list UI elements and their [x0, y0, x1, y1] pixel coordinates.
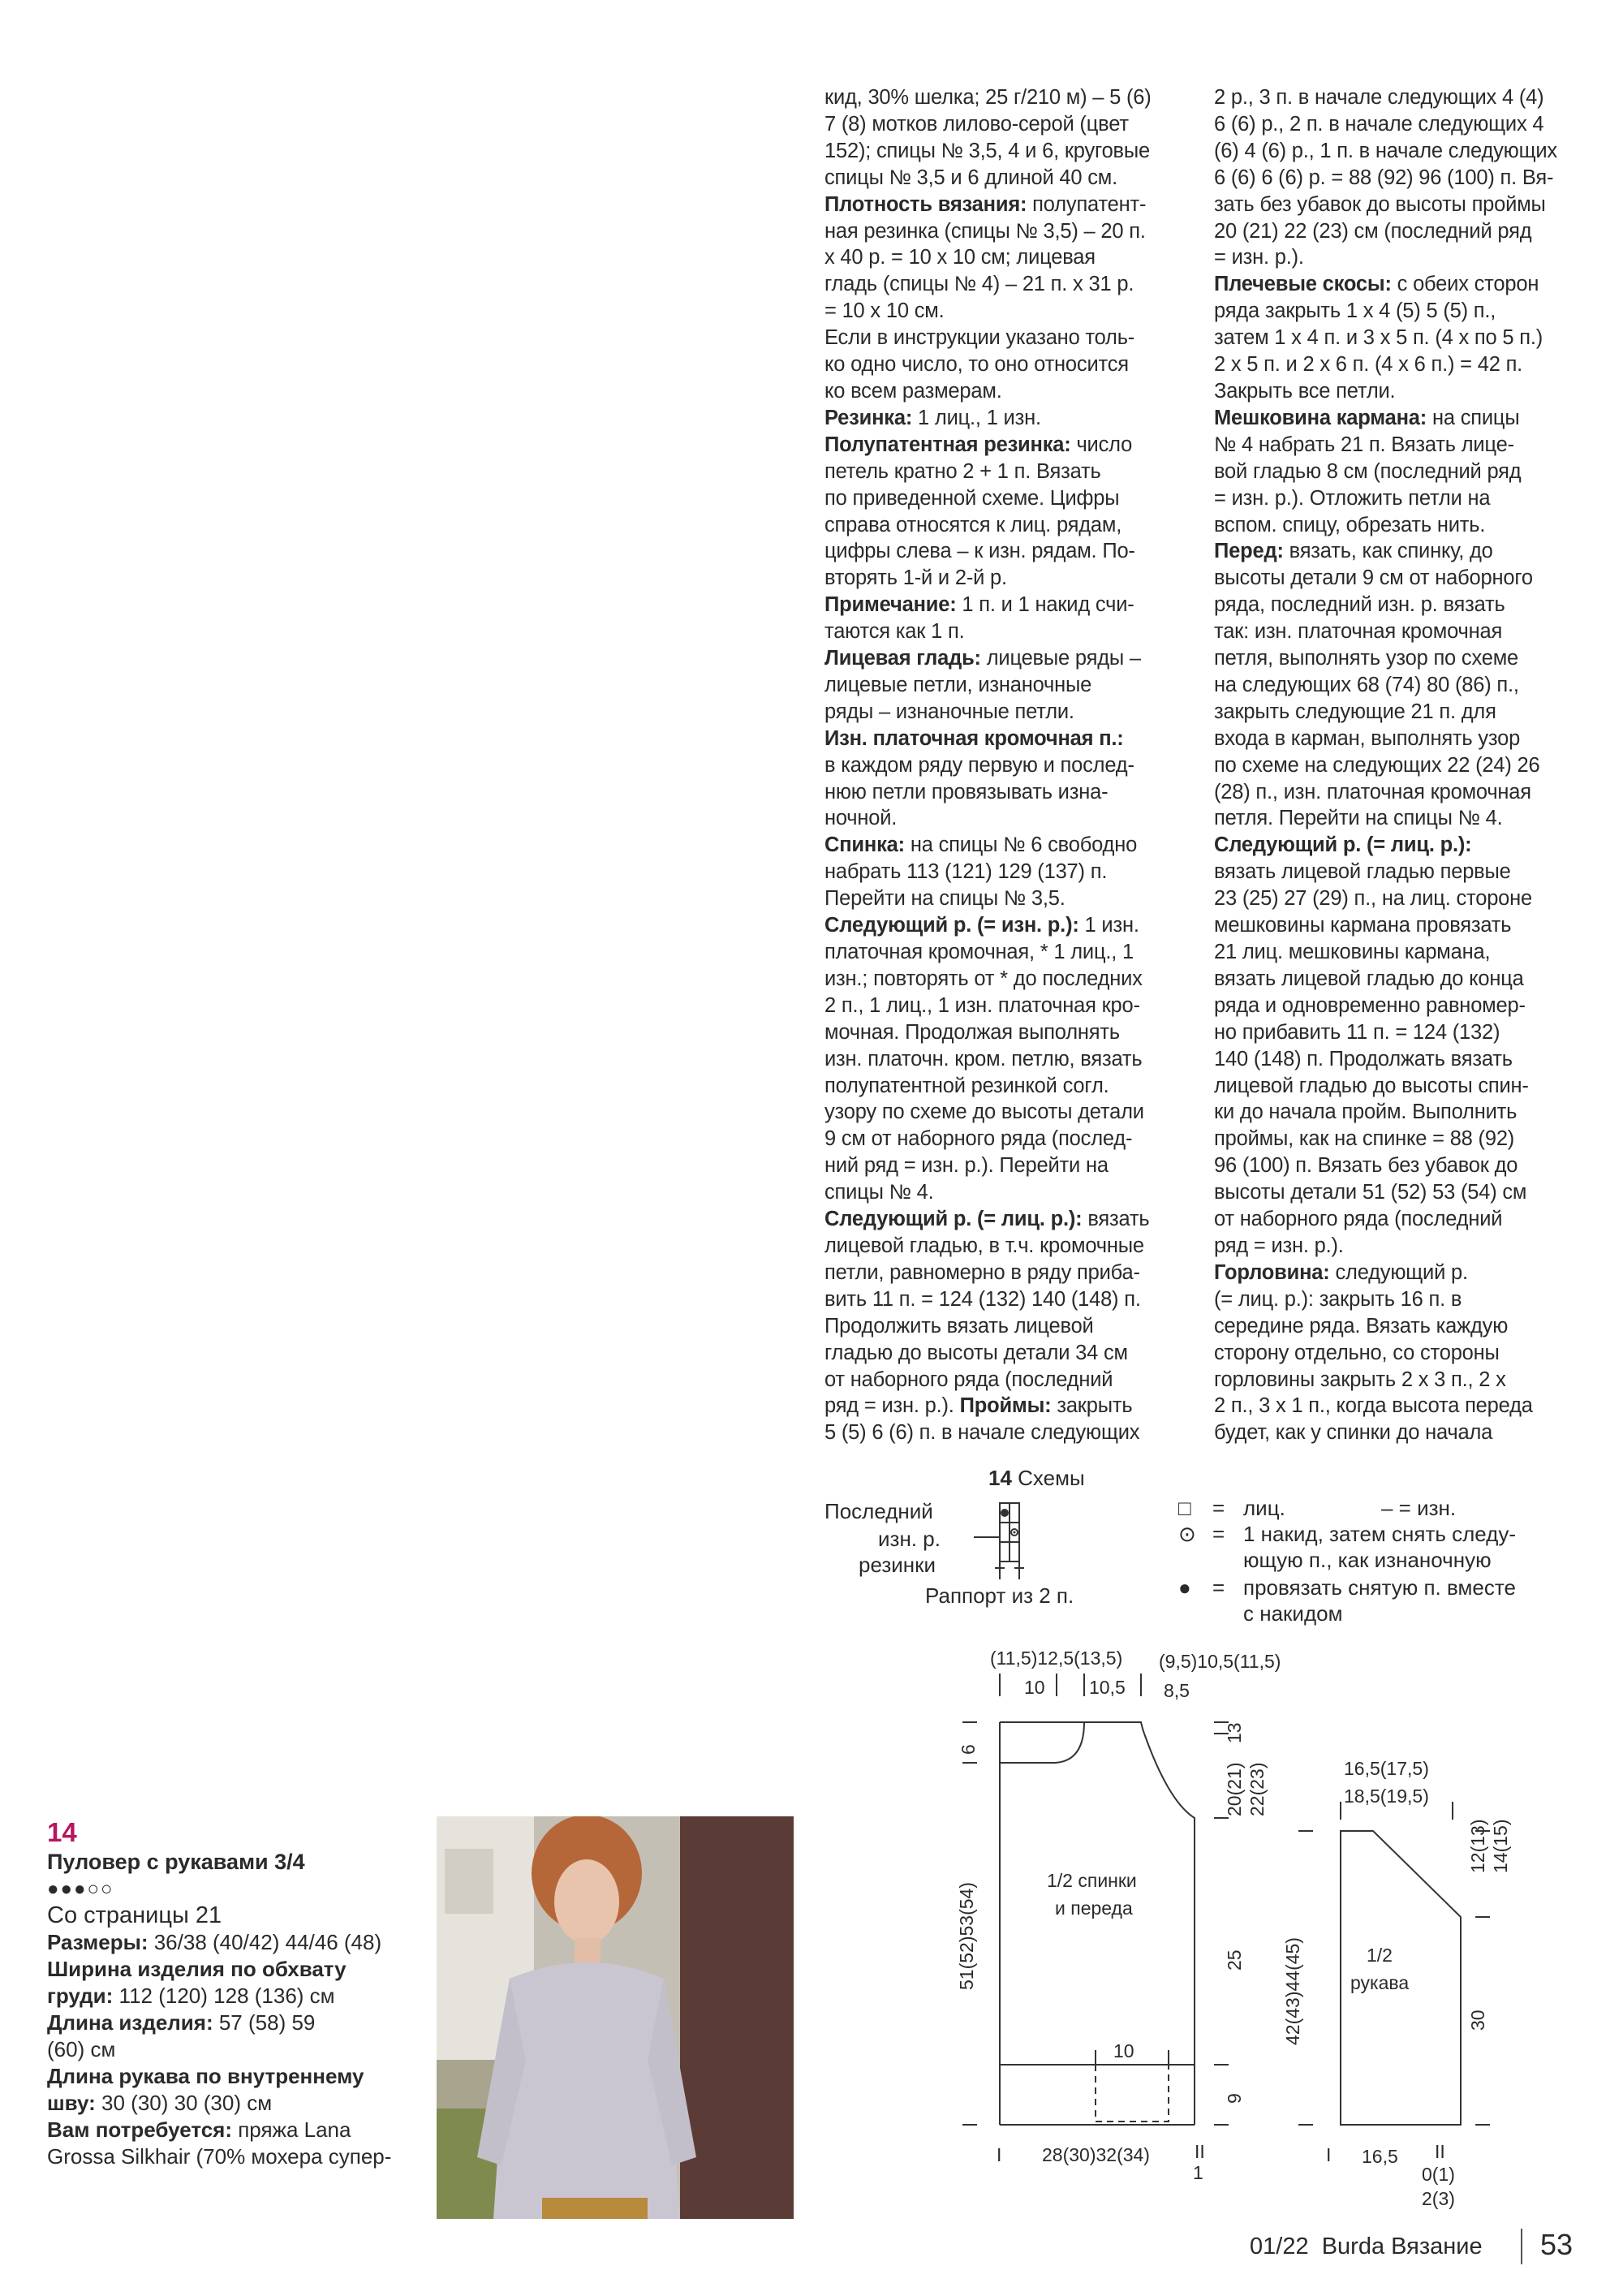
legend-symbol: □ [1178, 1496, 1191, 1520]
text-segment: вязать [1082, 1208, 1150, 1231]
text-line [47, 2063, 420, 2090]
text-segment: спицы № 3,5 и 6 длиной 40 см. [824, 166, 1117, 189]
photo-illustration [437, 1816, 794, 2219]
magazine-name: Burda Вязание [1321, 2234, 1483, 2259]
text-segment: Grossa Silkhair (70% мохера супер- [47, 2144, 392, 2169]
text-segment: петля. Перейти на спицы № 4. [1214, 807, 1503, 830]
text-segment: ко всем размерам. [824, 379, 1002, 403]
dim-sleeve-height: 42(43)44(45) [1282, 1937, 1303, 2045]
text-segment: на следующих 68 (74) 80 (86) п., [1214, 673, 1519, 696]
text-segment: 30 (30) 30 (30) см [95, 2091, 273, 2115]
dim-sleeve-cap-2: 14(15) [1490, 1819, 1511, 1873]
text-heading: Ширина изделия по обхвату [47, 1957, 347, 1981]
text-segment: будет, как у спинки до начала [1214, 1421, 1493, 1445]
dim-neck-height: 6 [958, 1744, 979, 1755]
text-segment: ки до начала пройм. Выполнить [1214, 1101, 1518, 1124]
model-photo [437, 1816, 794, 2219]
text-segment: вой гладью 8 см (последний ряд [1214, 459, 1522, 483]
mark-ii-body: II [1195, 2141, 1205, 2162]
text-segment: середине ряда. Вязать каждую [1214, 1314, 1509, 1338]
text-heading: Длина рукава по внутреннему [47, 2064, 364, 2088]
text-line [47, 2010, 420, 2036]
text-segment: ко одно число, то оно относится [824, 353, 1129, 377]
text-heading: Плотность вязания: [824, 192, 1027, 216]
text-segment: 6 (6) р., 2 п. в начале следующих 4 [1214, 112, 1544, 136]
dim-neck-width: 10 [1024, 1677, 1045, 1698]
text-segment: 1 изн. [1078, 914, 1139, 937]
text-segment: по приведенной схеме. Цифры [824, 486, 1120, 510]
text-segment: петли, равномерно в ряду приба- [824, 1260, 1140, 1284]
scheme-title: 14 Схемы [988, 1466, 1085, 1490]
text-segment: (6) 4 (6) р., 1 п. в начале следующих [1214, 139, 1557, 162]
text-segment: высоты детали 9 см от наборного [1214, 566, 1533, 590]
text-line [47, 2090, 420, 2117]
text-segment: вить 11 п. = 124 (132) 140 (148) п. [824, 1287, 1141, 1311]
chart-label-last-row: Последний [824, 1499, 933, 1523]
text-segment: так: изн. платочная кромочная [1214, 620, 1503, 644]
legend-equals: = [1212, 1522, 1225, 1546]
text-segment: 5 (5) 6 (6) п. в начале следующих [824, 1421, 1140, 1445]
text-heading: Следующий р. (= изн. р.): [824, 914, 1079, 937]
text-segment: входа в карман, выполнять узор [1214, 726, 1521, 750]
text-segment: лицевой гладью, в т.ч. кромочные [824, 1234, 1144, 1257]
text-line [47, 2036, 420, 2063]
text-segment: изн. платочн. кром. петлю, вязать [824, 1047, 1143, 1070]
text-segment: но прибавить 11 п. = 124 (132) [1214, 1020, 1500, 1044]
dim-mid-width: 10,5 [1089, 1677, 1126, 1698]
text-line [47, 1983, 420, 2010]
text-heading: Длина изделия: [47, 2010, 213, 2035]
text-segment: 57 (58) 59 [213, 2010, 316, 2035]
text-segment: с обеих сторон [1391, 273, 1539, 296]
text-segment: вязать лицевой гладью первые [1214, 860, 1511, 884]
text-line [47, 2143, 420, 2170]
text-segment: мешковины кармана провязать [1214, 914, 1512, 937]
text-segment: проймы, как на спинке = 88 (92) [1214, 1127, 1515, 1151]
text-segment: ная резинка (спицы № 3,5) – 20 п. [824, 219, 1146, 243]
legend-symbol: ● [1178, 1575, 1191, 1600]
issue-number: 01/22 [1250, 2234, 1309, 2259]
project-specs [47, 1929, 420, 2170]
text-heading: Горловина: [1214, 1260, 1330, 1284]
text-heading: Вам потребуется: [47, 2117, 232, 2142]
mark-i-body: I [997, 2144, 1002, 2165]
text-segment: изн.; повторять от * до последних [824, 967, 1143, 990]
text-heading: Следующий р. (= лиц. р.): [824, 1208, 1083, 1231]
text-segment: вспом. спицу, обрезать нить. [1214, 513, 1486, 536]
legend-text: ющую п., как изнаночную [1243, 1548, 1492, 1572]
dim-body-height: 51(52)53(54) [956, 1882, 977, 1990]
sleeve-label-1: 1/2 [1367, 1945, 1393, 1966]
text-heading: Полупатентная резинка: [824, 433, 1071, 456]
chart-rapport: Раппорт из 2 п. [925, 1583, 1074, 1608]
text-segment: от наборного ряда (последний [1214, 1208, 1503, 1231]
text-segment: (60) см [47, 2037, 116, 2061]
text-segment: полупатент- [1027, 192, 1147, 216]
text-segment: горловины закрыть 2 х 3 п., 2 х [1214, 1368, 1506, 1391]
dim-top-right: (9,5)10,5(11,5) [1159, 1651, 1281, 1672]
dim-side-height: 25 [1224, 1949, 1245, 1971]
text-heading: Примечание: [824, 593, 957, 617]
project-title: Пуловер с рукавами 3/4 [47, 1850, 305, 1874]
dim-pocket-width: 10 [1113, 2040, 1134, 2061]
text-heading: Размеры: [47, 1930, 149, 1954]
page-number: 53 [1540, 2228, 1573, 2261]
text-segment: ряд = изн. р.). [824, 1394, 960, 1418]
text-segment: сторону отдельно, со стороны [1214, 1341, 1500, 1364]
legend-equals: = [1212, 1496, 1225, 1520]
dim-sleeve-bottom: 16,5 [1362, 2146, 1398, 2167]
text-segment: вязать, как спинку, до [1283, 540, 1493, 563]
text-segment: узору по схеме до высоты детали [824, 1101, 1144, 1124]
legend-symbol: ⊙ [1178, 1522, 1196, 1546]
text-segment: таются как 1 п. [824, 620, 965, 644]
text-line [47, 2117, 420, 2143]
text-segment: гладь (спицы № 4) – 21 п. х 31 р. [824, 273, 1134, 296]
text-segment: спицы № 4. [824, 1181, 934, 1204]
text-segment: 2 х 5 п. и 2 х 6 п. (4 х 6 п.) = 42 п. [1214, 353, 1523, 377]
text-segment: Если в инструкции указано толь- [824, 326, 1135, 350]
text-segment: 36/38 (40/42) 44/46 (48) [148, 1930, 382, 1954]
text-segment: Продолжить вязать лицевой [824, 1314, 1094, 1338]
text-segment: Перейти на спицы № 3,5. [824, 887, 1065, 911]
text-heading: Лицевая гладь: [824, 647, 981, 670]
text-segment: 21 лиц. мешковины кармана, [1214, 941, 1491, 963]
chart-label-wrong-row: изн. р. [878, 1527, 941, 1551]
text-heading: Резинка: [824, 406, 913, 429]
text-segment: лицевые ряды – [980, 647, 1141, 670]
sleeve-label-2: рукава [1350, 1972, 1410, 1993]
text-segment: ряда закрыть 1 х 4 (5) 5 (5) п., [1214, 299, 1496, 323]
text-segment: гладью до высоты детали 34 см [824, 1341, 1128, 1364]
text-segment: ночной. [824, 807, 898, 830]
text-segment: пряжа Lana [232, 2117, 351, 2142]
text-segment: петля, выполнять узор по схеме [1214, 647, 1519, 670]
text-heading: шву: [47, 2091, 96, 2115]
footer-separator [1521, 2229, 1522, 2264]
dim-shoulder-height: 13 [1224, 1722, 1245, 1743]
dim-sleeve-lower: 30 [1467, 2010, 1488, 2031]
text-segment: = 10 х 10 см. [824, 299, 945, 323]
legend-text: 1 накид, затем снять следу- [1243, 1522, 1517, 1546]
text-segment: 7 (8) мотков лилово-серой (цвет [824, 112, 1129, 136]
page-footer [1250, 2234, 1483, 2260]
body-label-2: и переда [1055, 1898, 1133, 1919]
text-heading: Плечевые скосы: [1214, 273, 1392, 296]
text-heading: Следующий р. (= лиц. р.): [1214, 834, 1472, 857]
text-segment: следующий р. [1329, 1260, 1468, 1284]
text-heading: Мешковина кармана: [1214, 406, 1427, 429]
text-segment: число [1070, 433, 1133, 456]
text-segment: 2 п., 1 лиц., 1 изн. платочная кро- [824, 993, 1140, 1017]
text-segment: лицевые петли, изнаночные [824, 673, 1092, 696]
dim-sleeve-top-1: 16,5(17,5) [1344, 1758, 1429, 1779]
text-segment: кид, 30% шелка; 25 г/210 м) – 5 (6) [824, 86, 1152, 109]
text-segment: по схеме на следующих 22 (24) 26 [1214, 753, 1540, 777]
text-segment: на спицы № 6 свободно [904, 834, 1138, 857]
text-segment: от наборного ряда (последний [824, 1368, 1113, 1391]
body-label-1: 1/2 спинки [1047, 1870, 1137, 1891]
text-segment: Закрыть все петли. [1214, 379, 1396, 403]
legend-text: с накидом [1243, 1601, 1343, 1626]
text-segment: затем 1 х 4 п. и 3 х 5 п. (4 х по 5 п.) [1214, 326, 1543, 350]
text-segment: мочная. Продолжая выполнять [824, 1020, 1120, 1044]
text-segment: ний ряд = изн. р.). Перейти на [824, 1154, 1109, 1178]
text-segment: цифры слева – к изн. рядам. По- [824, 540, 1135, 563]
text-segment: 1 п. и 1 накид счи- [956, 593, 1134, 617]
text-segment: № 4 набрать 21 п. Вязать лице- [1214, 433, 1514, 456]
text-segment: на спицы [1427, 406, 1520, 429]
text-segment: вязать лицевой гладью до конца [1214, 967, 1524, 990]
text-segment: в каждом ряду первую и послед- [824, 753, 1134, 777]
dim-sleeve-sub-2: 2(3) [1422, 2188, 1455, 2209]
dim-sleeve-top-2: 18,5(19,5) [1344, 1786, 1429, 1807]
text-segment: х 40 р. = 10 х 10 см; лицевая [824, 246, 1096, 269]
difficulty-rating: ●●●○○ [47, 1878, 114, 1900]
text-segment: (= лиц. р.): закрыть 16 п. в [1214, 1287, 1462, 1311]
text-segment: ряд = изн. р.). [1214, 1234, 1344, 1257]
text-segment: 1 лиц., 1 изн. [912, 406, 1041, 429]
text-segment: = изн. р.). Отложить петли на [1214, 486, 1491, 510]
dim-sleeve-cap-1: 12(13) [1467, 1819, 1488, 1873]
text-segment: = изн. р.). [1214, 246, 1304, 269]
text-segment: 152); спицы № 3,5, 4 и 6, круговые [824, 139, 1151, 162]
legend-equals: = [1212, 1575, 1225, 1600]
dim-rib-height: 9 [1224, 2093, 1245, 2104]
dim-shoulder-width: 8,5 [1164, 1680, 1190, 1701]
text-segment: зать без убавок до высоты проймы [1214, 192, 1546, 216]
text-segment: закрыть [1051, 1394, 1133, 1418]
text-segment: 6 (6) 6 (6) р. = 88 (92) 96 (100) п. Вя- [1214, 166, 1554, 189]
text-segment: 20 (21) 22 (23) см (последний ряд [1214, 219, 1532, 243]
text-heading: Изн. платочная кромочная п.: [824, 726, 1124, 750]
dim-armhole-height-2: 22(23) [1246, 1762, 1268, 1816]
text-segment: ряда, последний изн. р. вязать [1214, 593, 1505, 617]
text-segment: набрать 113 (121) 129 (137) п. [824, 860, 1108, 884]
legend-text: лиц. [1243, 1496, 1285, 1520]
text-segment: 2 р., 3 п. в начале следующих 4 (4) [1214, 86, 1544, 109]
text-segment: 2 п., 3 х 1 п., когда высота переда [1214, 1394, 1533, 1418]
dim-top-left: (11,5)12,5(13,5) [990, 1648, 1123, 1669]
text-segment: высоты детали 51 (52) 53 (54) см [1214, 1181, 1527, 1204]
text-heading: Перед: [1214, 540, 1284, 563]
chart-label-rib: резинки [859, 1553, 936, 1577]
text-heading: Спинка: [824, 834, 905, 857]
text-segment: нюю петли провязывать изна- [824, 780, 1109, 803]
text-segment: ряды – изнаночные петли. [824, 700, 1074, 723]
legend-text: провязать снятую п. вместе [1243, 1575, 1516, 1600]
text-segment: закрыть следующие 21 п. для [1214, 700, 1496, 723]
text-segment: платочная кромочная, * 1 лиц., 1 [824, 941, 1134, 963]
project-info [47, 1816, 420, 2170]
text-segment: лицевой гладью до высоты спин- [1214, 1074, 1529, 1097]
dim-bottom-width: 28(30)32(34) [1042, 2144, 1150, 2165]
text-segment: 140 (148) п. Продолжать вязать [1214, 1047, 1513, 1070]
dim-armhole-height: 20(21) [1224, 1762, 1245, 1816]
text-segment: 23 (25) 27 (29) п., на лиц. стороне [1214, 887, 1533, 911]
mark-ii-sleeve: II [1435, 2141, 1445, 2162]
text-heading: Проймы: [959, 1394, 1052, 1418]
text-heading: груди: [47, 1984, 114, 2008]
from-page: Со страницы 21 [47, 1902, 222, 1928]
text-segment: 9 см от наборного ряда (послед- [824, 1127, 1133, 1151]
legend-text-purl: – = изн. [1381, 1496, 1457, 1520]
text-segment: 96 (100) п. Вязать без убавок до [1214, 1154, 1518, 1178]
text-segment: справа относятся к лиц. рядам, [824, 513, 1122, 536]
text-line [47, 1956, 420, 1983]
text-line [47, 1929, 420, 1956]
text-segment: вторять 1-й и 2-й р. [824, 566, 1007, 590]
text-segment: ряда и одновременно равномер- [1214, 993, 1526, 1017]
text-segment: полупатентной резинкой согл. [824, 1074, 1109, 1097]
project-number: 14 [47, 1817, 77, 1847]
text-segment: (28) п., изн. платочная кромочная [1214, 780, 1531, 803]
text-segment: петель кратно 2 + 1 п. Вязать [824, 459, 1101, 483]
text-segment: 112 (120) 128 (136) см [113, 1984, 335, 2008]
mark-one-body: 1 [1193, 2162, 1203, 2183]
mark-i-sleeve: I [1326, 2144, 1332, 2165]
dim-sleeve-sub-1: 0(1) [1422, 2164, 1455, 2185]
